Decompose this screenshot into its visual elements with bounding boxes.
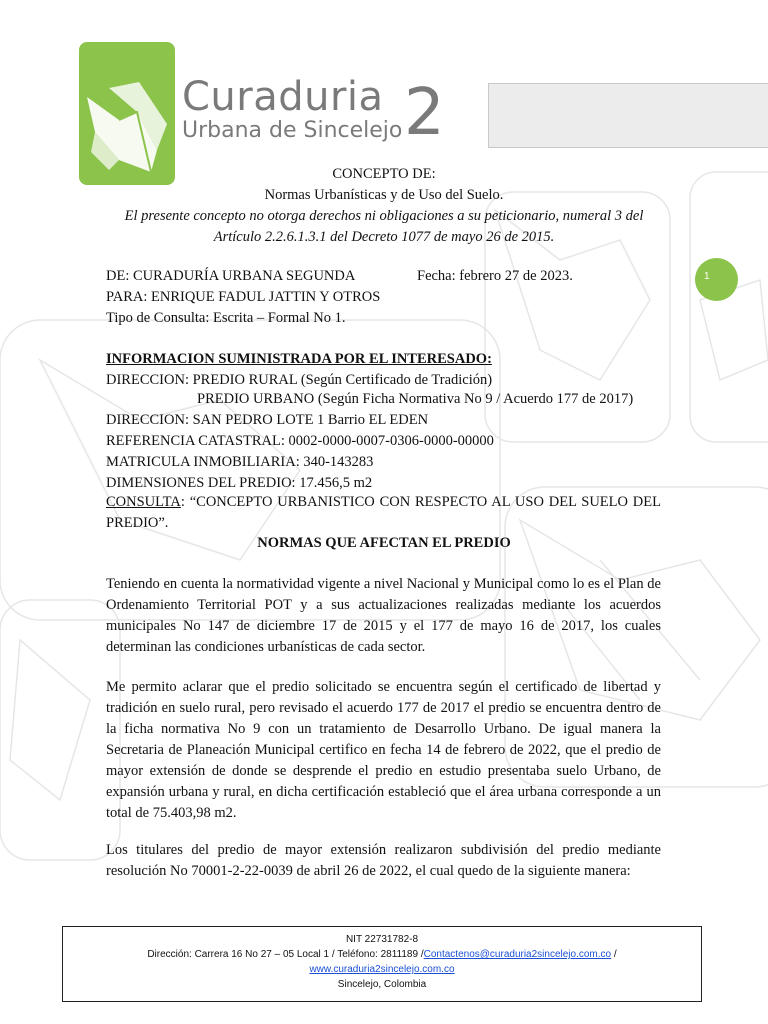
paragraph-2: Me permito aclarar que el predio solicitado se encuentra según el certificado de libertad y tradición en suelo rural, pero revisado el acuerdo 177 de 2017 el predio se encuentra dentro de la ficha normativa No 9 con un tratamiento de Desarrollo Urbano. De igual manera la Secretaria de Planeación Municipal certifico en fecha 14 de febrero de 2022, que el predio de mayor extensión de donde se desprende el predio en estudio presentaba suelo Urbano, de expansión urbana y rural, en dicha certificación estableció que el área urbana corresponde a un total de 75.403,98 m2. [106,679,661,821]
date-line: Fecha: febrero 27 de 2023. [417,268,573,284]
consulta-line [106,492,661,534]
footer-website-link[interactable]: www.curaduria2sincelejo.com.co [309,964,455,975]
address-rural: DIRECCION: PREDIO RURAL (Según Certificado de Tradición) [106,372,493,388]
paragraph-3: Los titulares del predio de mayor extensión realizaron subdivisión del predio mediante resolución No 70001-2-22-0039 de abril 26 de 2022, el cual quedo de la siguiente manera: [106,842,661,879]
footer-city: Sincelejo, Colombia [337,979,427,990]
page-number: 1 [704,271,710,282]
to-line: PARA: ENRIQUE FADUL JATTIN Y OTROS [106,289,381,305]
footer-separator: / [611,949,617,960]
footer-address: Dirección: Carrera 16 No 27 – 05 Local 1 / Teléfono: 2811189 / [147,949,424,960]
logo-number: 2 [404,76,445,150]
logo-title: Curaduria [182,74,384,120]
disclaimer-line-2: Artículo 2.2.6.1.3.1 del Decreto 1077 de mayo 26 de 2015. [213,229,555,245]
cadastral-reference: REFERENCIA CATASTRAL: 0002-0000-0007-0306-0000-00000 [106,433,494,449]
consulta-label: CONSULTA [106,494,181,510]
consulta-text: : “CONCEPTO URBANISTICO CON RESPECTO AL USO DEL SUELO DEL PREDIO”. [106,494,661,531]
disclaimer-line-1: El presente concepto no otorga derechos ni obligaciones a su peticionario, numeral 3 del [124,208,644,224]
paragraph-1: Teniendo en cuenta la normatividad vigente a nivel Nacional y Municipal como lo es el Plan de Ordenamiento Territorial POT y a sus actualizaciones realizadas mediante los acuerdos municipales No 147 de diciembre 17 de 2015 y el 177 de mayo 16 de 2017, los cuales determinan las condiciones urbanísticas de cada sector. [106,576,661,655]
address-urban: PREDIO URBANO (Según Ficha Normativa No 9 / Acuerdo 177 de 2017) [197,391,634,407]
consult-type-line: Tipo de Consulta: Escrita – Formal No 1. [106,310,346,326]
address-line: DIRECCION: SAN PEDRO LOTE 1 Barrio EL EDEN [106,412,429,428]
header-banner [488,83,768,148]
property-dimensions: DIMENSIONES DEL PREDIO: 17.456,5 m2 [106,475,373,491]
footer-nit: NIT 22731782-8 [345,934,419,945]
normas-heading: NORMAS QUE AFECTAN EL PREDIO [257,535,511,551]
footer-box [62,926,702,1002]
property-registration: MATRICULA INMOBILIARIA: 340-143283 [106,454,374,470]
page-number-badge [695,258,738,301]
concept-title: CONCEPTO DE: [332,166,436,182]
logo-subtitle: Urbana de Sincelejo [182,118,403,143]
concept-subtitle: Normas Urbanísticas y de Uso del Suelo. [264,187,504,203]
footer-email-link[interactable]: Contactenos@curaduria2sincelejo.com.co [423,949,612,960]
info-heading: INFORMACION SUMINISTRADA POR EL INTERESADO: [106,351,492,367]
footer-address-line [63,947,701,962]
from-line: DE: CURADURÍA URBANA SEGUNDA [106,268,356,284]
